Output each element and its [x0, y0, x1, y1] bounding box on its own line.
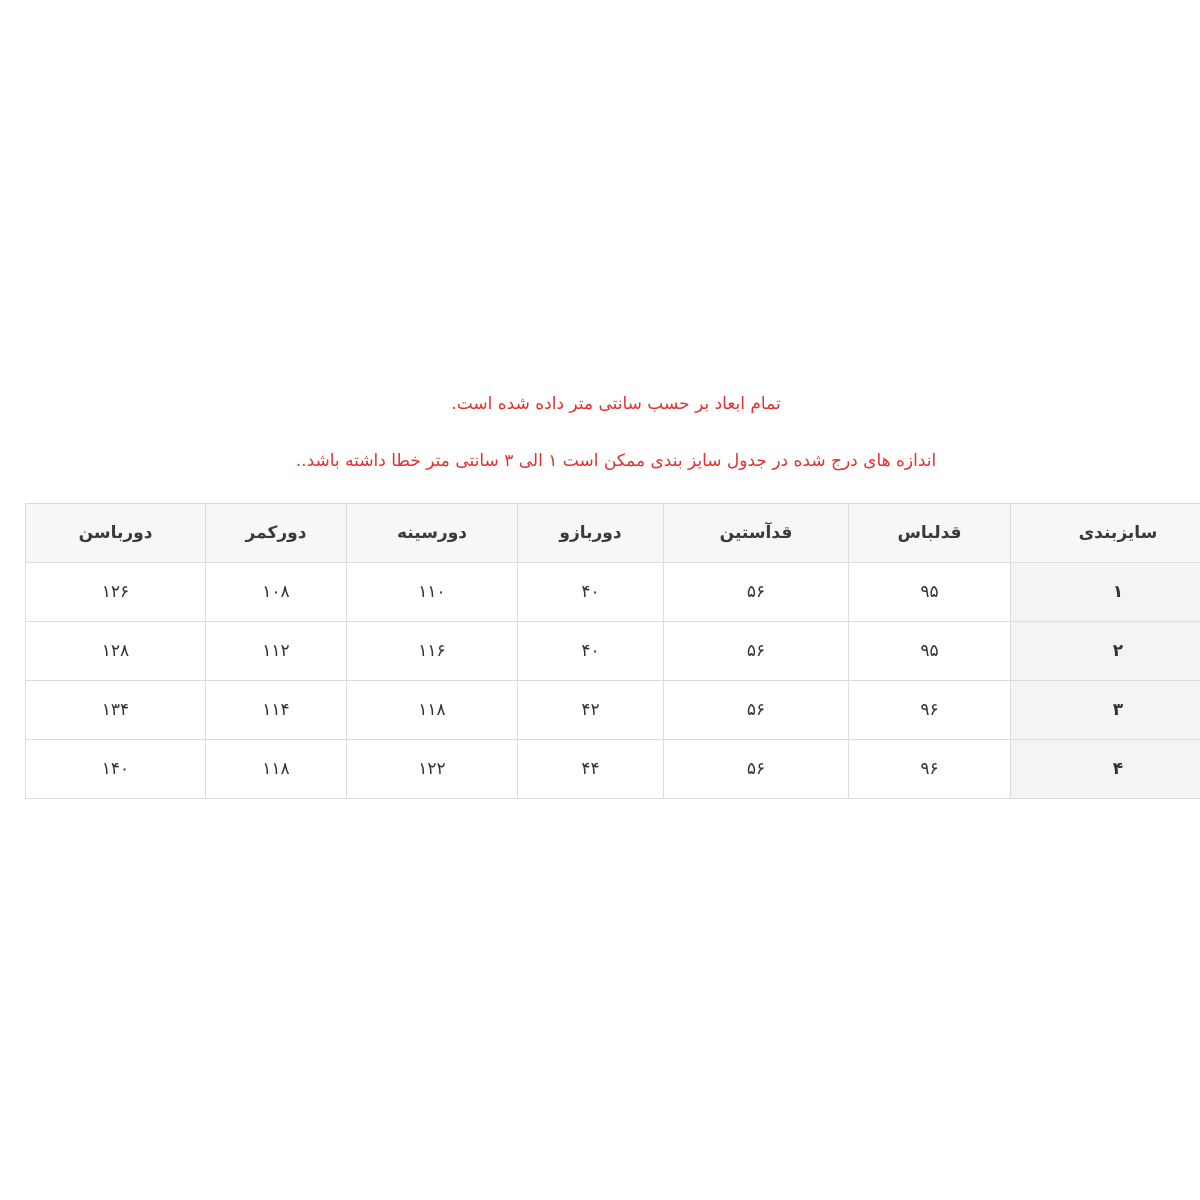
header-sleeve-length: قدآستین — [664, 504, 849, 563]
header-garment-length: قدلباس — [849, 504, 1011, 563]
table-cell: ۵۶ — [664, 740, 849, 799]
table-cell: ۹۵ — [849, 622, 1011, 681]
table-cell: ۳ — [1011, 681, 1200, 740]
table-row — [26, 740, 1200, 799]
table-row — [26, 622, 1200, 681]
table-cell: ۱۱۲ — [206, 622, 347, 681]
table-cell: ۱۲۶ — [26, 563, 206, 622]
size-chart-table — [25, 503, 1200, 799]
table-cell: ۱۰۸ — [206, 563, 347, 622]
table-cell: ۱۴۰ — [26, 740, 206, 799]
header-size: سایزبندی — [1011, 504, 1200, 563]
table-row — [26, 563, 1200, 622]
table-cell: ۱ — [1011, 563, 1200, 622]
table-cell: ۱۱۰ — [347, 563, 518, 622]
header-arm-circumference: دوربازو — [518, 504, 664, 563]
units-note: تمام ابعاد بر حسب سانتی متر داده شده است. — [451, 394, 781, 414]
table-cell: ۴۲ — [518, 681, 664, 740]
table-cell: ۹۵ — [849, 563, 1011, 622]
table-row — [26, 681, 1200, 740]
table-cell: ۱۱۶ — [347, 622, 518, 681]
header-waist-circumference: دورکمر — [206, 504, 347, 563]
header-chest-circumference: دورسینه — [347, 504, 518, 563]
table-cell: ۹۶ — [849, 681, 1011, 740]
table-cell: ۴ — [1011, 740, 1200, 799]
table-cell: ۲ — [1011, 622, 1200, 681]
tolerance-note: اندازه های درج شده در جدول سایز بندی ممکن است ۱ الی ۳ سانتی متر خطا داشته باشد.. — [295, 451, 937, 471]
table-cell: ۱۳۴ — [26, 681, 206, 740]
table-cell: ۹۶ — [849, 740, 1011, 799]
table-cell: ۴۰ — [518, 622, 664, 681]
table-cell: ۵۶ — [664, 622, 849, 681]
header-hip-circumference: دورباسن — [26, 504, 206, 563]
table-cell: ۱۲۲ — [347, 740, 518, 799]
table-cell: ۱۱۸ — [347, 681, 518, 740]
table-cell: ۴۴ — [518, 740, 664, 799]
table-cell: ۵۶ — [664, 563, 849, 622]
table-cell: ۱۱۴ — [206, 681, 347, 740]
table-cell: ۱۱۸ — [206, 740, 347, 799]
table-cell: ۴۰ — [518, 563, 664, 622]
table-header-row — [26, 504, 1200, 563]
table-cell: ۵۶ — [664, 681, 849, 740]
table-cell: ۱۲۸ — [26, 622, 206, 681]
